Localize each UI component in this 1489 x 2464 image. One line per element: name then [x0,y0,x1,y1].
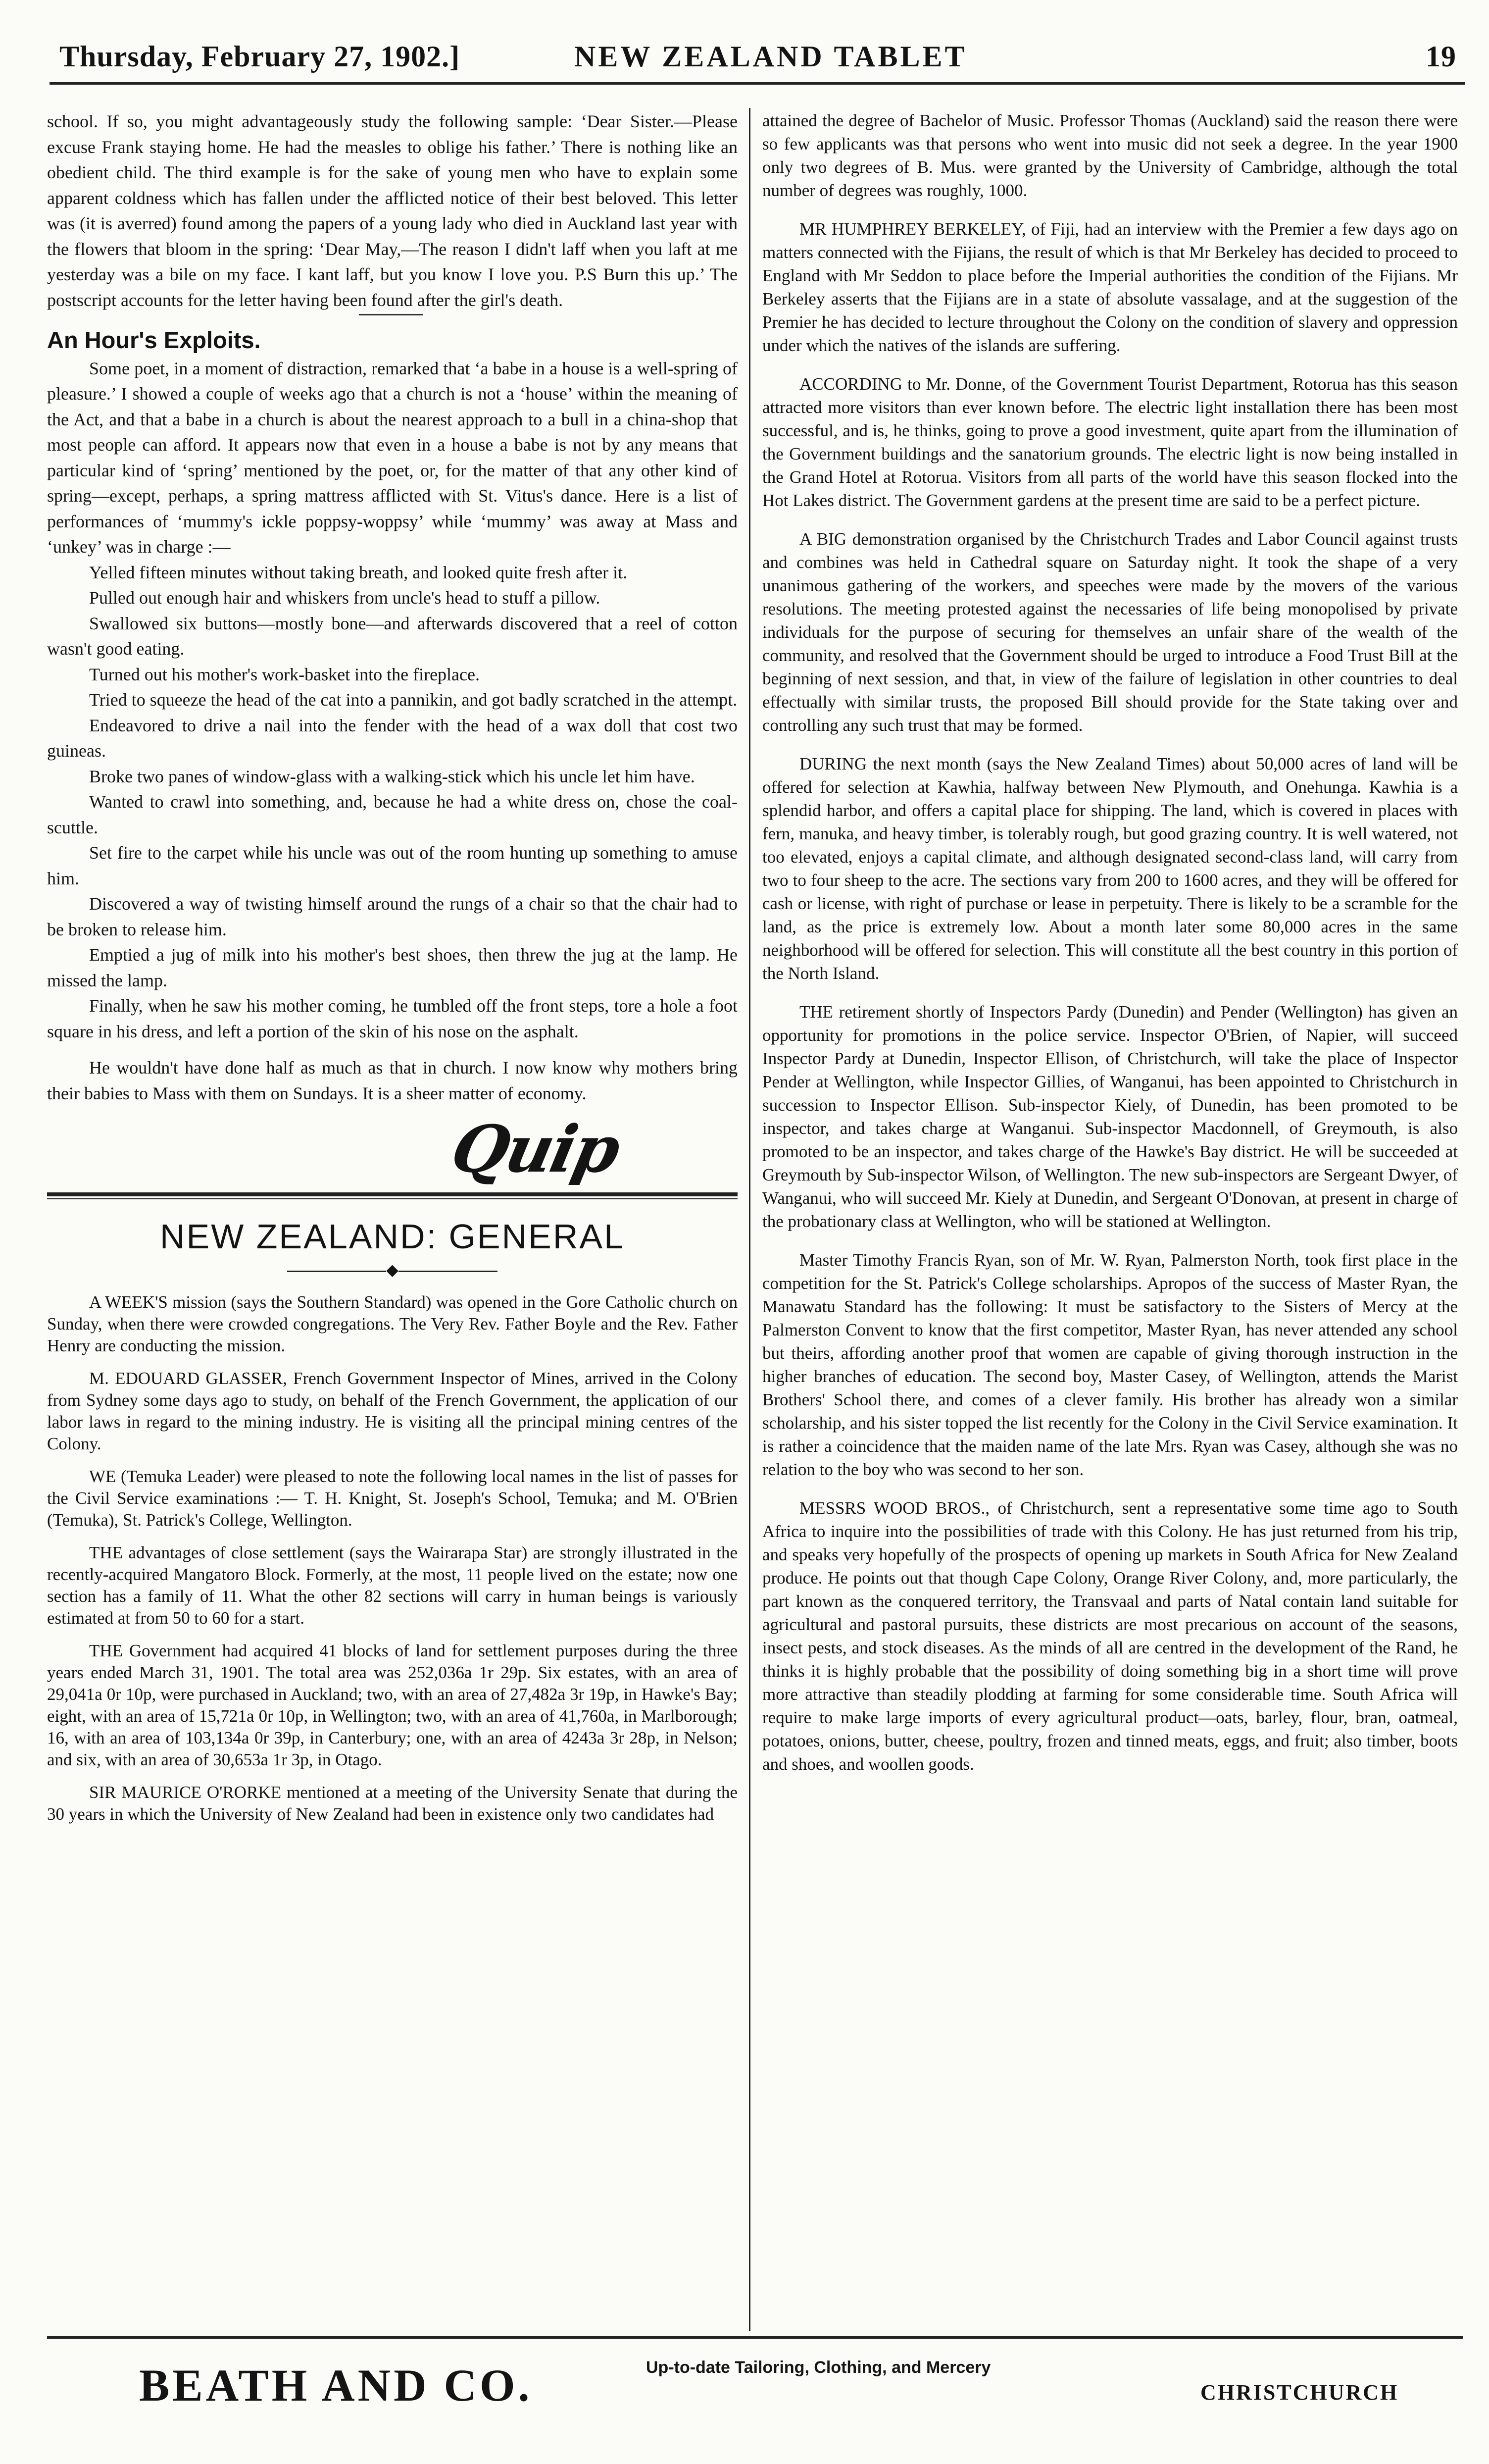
news-item: THE retirement shortly of Inspectors Pardy (Dunedin) and Pender (Wellington) has given an opportunity for promotions in the police service. Inspector O'Brien, of Napier, will succeed Inspector Pardy at Dunedin, Inspector Ellison, of Christchurch, will take the place of Inspector Pender at Wellington, while Inspector Gillies, of Wanganui, has been appointed to Christchurch in succession to Inspector Ellison. Sub-inspector Kiely, of Dunedin, has been promoted to be inspector, and takes charge at Wanganui. Sub-inspector Macdonnell, of Greymouth, is also promoted to be an inspector, and takes charge of the Hawke's Bay district. He will be succeeded at Greymouth by Sub-inspector Wilson, of Wellington. The new sub-inspectors are Sergeant Dwyer, of Wanganui, who will succeed Mr. Kiely at Dunedin, and Sergeant O'Donovan, at present in charge of the probationary class at Wellington, who will be stationed at Wellington. [762,1002,1458,1231]
right-column [762,109,1458,1776]
news-item: THE Government had acquired 41 blocks of land for settlement purposes during the three years ended March 31, 1901. The total area was 252,036a 1r 29p. Six estates, with an area of 29,041a 0r 10p, were purchased in Auckland; two, with an area of 27,482a 3r 19p, in Hawke's Bay; eight, with an area of 15,721a 0r 10p, in Wellington; two, with an area of 41,760a, in Marlborough; 16, with an area of 103,134a 0r 39p, in Canterbury; one, with an area of 4243a 3r 28p, in Nelson; and six, with an area of 30,653a 1r 3p, in Otago. [47,1641,738,1769]
header-rule [50,82,1465,85]
exploit-item: Swallowed six buttons—mostly bone—and afterwards discovered that a reel of cotton wasn't good eating. [47,613,738,659]
exploit-item: Discovered a way of twisting himself around the rungs of a chair so that the chair had to be broken to release him. [47,894,738,939]
news-item: THE advantages of close settlement (says the Wairarapa Star) are strongly illustrated in the recently-acquired Mangatoro Block. Formerly, at the most, 11 people lived on the estate; now one section has a family of 11. What the other 82 sections will carry in human beings is variously estimated at from 50 to 60 for a start. [47,1543,738,1628]
general-news [47,1291,738,1825]
ornament-rule: ◆ [47,1260,738,1280]
publication-title: NEW ZEALAND TABLET [574,40,967,73]
page-header [50,31,1465,85]
exploit-item: Tried to squeeze the head of the cat into a pannikin, and got badly scratched in the attempt. [89,690,738,710]
footer-rule [47,2336,1463,2339]
advertiser-tagline: Up-to-date Tailoring, Clothing, and Mercery [646,2358,991,2377]
page-number: 19 [1426,40,1456,73]
section-heading: An Hour's Exploits. [47,327,261,353]
news-item: M. EDOUARD GLASSER, French Government Inspector of Mines, arrived in the Colony from Sydney some days ago to study, on behalf of the French Government, the application of our labor laws in regard to the mining industry. He is visiting all the principal mining centres of the Colony. [47,1369,738,1453]
exploit-item: Turned out his mother's work-basket into the fireplace. [89,664,480,684]
section-rule-thick [47,1192,738,1196]
section-rule-thin [47,1198,738,1199]
exploit-item: Yelled fifteen minutes without taking breath, and looked quite fresh after it. [89,562,628,582]
exploit-item: Endeavored to drive a nail into the fender with the head of a wax doll that cost two guineas. [47,715,738,761]
news-item: ACCORDING to Mr. Donne, of the Government Tourist Department, Rotorua has this season attracted more visitors than ever known before. The electric light installation there has been most successful, and is, he thinks, going to prove a good investment, quite apart from the illumination of the Government buildings and the sanatorium grounds. The electric light is now being installed in the Grand Hotel at Rotorua. Visitors from all parts of the world have this season flocked into the Hot Lakes district. The Government gardens at the present time are said to be a perfect picture. [762,374,1458,510]
column-divider [749,108,750,2331]
left-column [47,109,738,1825]
closing-paragraph: He wouldn't have done half as much as that in church. I now know why mothers bring their babies to Mass with them on Sundays. It is a sheer matter of economy. [47,1058,738,1103]
exploit-item: Set fire to the carpet while his uncle was out of the room hunting up something to amuse him. [47,843,738,888]
advertisement-footer [47,2353,1463,2432]
general-heading: NEW ZEALAND: GENERAL [159,1217,625,1256]
issue-date: Thursday, February 27, 1902.] [59,40,460,73]
news-item: WE (Temuka Leader) were pleased to note the following local names in the list of passes for the Civil Service examinations :— T. H. Knight, St. Joseph's School, Temuka; and M. O'Brien (Temuka), St. Patrick's College, Wellington. [47,1467,738,1530]
news-item: A BIG demonstration organised by the Christchurch Trades and Labor Council against trusts and combines was held in Cathedral square on Saturday night. It took the shape of a very unanimous gathering of the workers, and speeches were made by the movers of the various resolutions. The meeting protested against the necessaries of life being monopolised by private individuals for the purpose of securing for themselves an unfair share of the wealth of the community, and resolved that the Government should be urged to introduce a Food Trust Bill at the beginning of next session, and that, in view of the failure of legislation in other countries to deal effectually with similar trusts, the proposed Bill should provide for the State taking over and controlling any such trust that may be formed. [762,529,1458,735]
advertiser-name: BEATH AND CO. [139,2360,533,2411]
section-rule [359,314,423,315]
news-item: attained the degree of Bachelor of Music. Professor Thomas (Auckland) said the reason there were so few applicants was that persons who went into music did not seek a degree. In the year 1900 only two degrees of B. Mus. were granted by the University of Cambridge, although the total number of degrees was roughly, 1000. [762,111,1458,200]
news-item: Master Timothy Francis Ryan, son of Mr. W. Ryan, Palmerston North, took first place in the competition for the St. Patrick's College scholarships. Apropos of the success of Master Ryan, the Manawatu Standard has the following: It must be satisfactory to the Sisters of Mercy at the Palmerston Convent to know that the first competitor, Master Ryan, has never attended any school but theirs, affording another proof that women are capable of giving thorough instruction in the higher branches of education. The second boy, Master Casey, of Wellington, attends the Marist Brothers' School there, and comes of a clever family. His brother has already won a similar scholarship, and his sister topped the list recently for the Colony in the Civil Service examination. It is rather a coincidence that the maiden name of the late Mrs. Ryan was Casey, although she was no relation to the boy who was second to her son. [762,1250,1458,1479]
news-item: SIR MAURICE O'RORKE mentioned at a meeting of the University Senate that during the 30 years in which the University of New Zealand had been in existence only two candidates had [47,1783,738,1824]
exploit-item: Pulled out enough hair and whiskers from uncle's head to stuff a pillow. [89,588,600,608]
signature: Quip [445,1111,626,1187]
news-item: DURING the next month (says the New Zealand Times) about 50,000 acres of land will be offered for selection at Kawhia, halfway between New Plymouth, and Onehunga. Kawhia is a splendid harbor, and offers a capital place for shipping. The land, which is covered in places with fern, manuka, and heavy timber, is tolerably rough, but good grazing country. It is well watered, not too elevated, enjoys a capital climate, and although designated second-class land, will carry from two to four sheep to the acre. The sections vary from 200 to 1600 acres, and they will be offered for cash or license, with right of purchase or lease in perpetuity. There is likely to be a scramble for the land, as the price is extremely low. About a month later some 80,000 acres in the same neighborhood will be offered for selection. This will constitute all the best country in this portion of the North Island. [762,754,1458,983]
exploit-item: Wanted to crawl into something, and, because he had a white dress on, chose the coal-scuttle. [47,792,738,837]
news-item: A WEEK'S mission (says the Southern Standard) was opened in the Gore Catholic church on Sunday, when there were crowded congregations. The Very Rev. Father Boyle and the Rev. Father Henry are conducting the mission. [47,1292,738,1355]
news-item: MR HUMPHREY BERKELEY, of Fiji, had an interview with the Premier a few days ago on matters connected with the Fijians, the result of which is that Mr Berkeley has decided to proceed to England with Mr Seddon to place before the Imperial authorities the condition of the Fijians. Mr Berkeley asserts that the Fijians are in a state of absolute vassalage, and at the suggestion of the Premier he has decided to lecture throughout the Colony on the condition of slavery and oppression under which the natives of the islands are suffering. [762,219,1458,355]
intro-paragraph: school. If so, you might advantageously study the following sample: ‘Dear Sister.—Please excuse Frank staying home. He had the measles to oblige his father.’ There is nothing like an obedient child. The third example is for the sake of young men who have to explain some apparent coldness which has fallen under the afflicted notice of their best beloved. This letter was (it is averred) found among the papers of a young lady who died in Auckland last year with the flowers that bloom in the spring: ‘Dear May,—The reason I didn't laff when you laft at me yesterday was a bile on my face. I kant laff, but you know I love you. P.S Burn this up.’ The postscript accounts for the letter having been found after the girl's death. [47,111,738,310]
exploits-intro: Some poet, in a moment of distraction, remarked that ‘a babe in a house is a well-spring of pleasure.’ I showed a couple of weeks ago that a church is not a ‘house’ within the meaning of the Act, and that a babe in a church is about the nearest approach to a bull in a china-shop that most people can afford. It appears now that even in a house a babe is not by any means that particular kind of ‘spring’ mentioned by the poet, or, for the matter of that any other kind of spring—except, perhaps, a spring mattress afflicted with St. Vitus's dance. Here is a list of performances of ‘mummy's ickle poppsy-woppsy’ while ‘mummy’ was away at Mass and ‘unkey’ was in charge :— [47,358,738,557]
exploit-item: Finally, when he saw his mother coming, he tumbled off the front steps, tore a hole a foot square in his dress, and left a portion of the skin of his nose on the asphalt. [47,996,738,1041]
news-item: MESSRS WOOD BROS., of Christchurch, sent a representative some time ago to South Africa to inquire into the possibilities of trade with this Colony. He has just returned from his trip, and speaks very hopefully of the prospects of opening up markets in South Africa for New Zealand produce. He points out that though Cape Colony, Orange River Colony, and, more particularly, the part known as the conquered territory, the Transvaal and parts of Natal contain land suitable for agricultural and pastoral pursuits, these districts are most precarious on account of the seasons, insect pests, and stock diseases. As the minds of all are centred in the development of the Rand, he thinks it is highly probable that the possibility of doing something big in a short time will prove more attractive than steadily plodding at farming for some considerable time. South Africa will require to make large imports of every agricultural product—oats, barley, flour, bran, oatmeal, potatoes, onions, butter, cheese, poultry, frozen and tinned meats, eggs, and fruit; also timber, boots and shoes, and woollen goods. [762,1498,1458,1774]
exploit-item: Emptied a jug of milk into his mother's best shoes, then threw the jug at the lamp. He missed the lamp. [47,945,738,990]
exploit-item: Broke two panes of window-glass with a walking-stick which his uncle let him have. [89,766,695,786]
advertiser-city: CHRISTCHURCH [1200,2380,1399,2405]
